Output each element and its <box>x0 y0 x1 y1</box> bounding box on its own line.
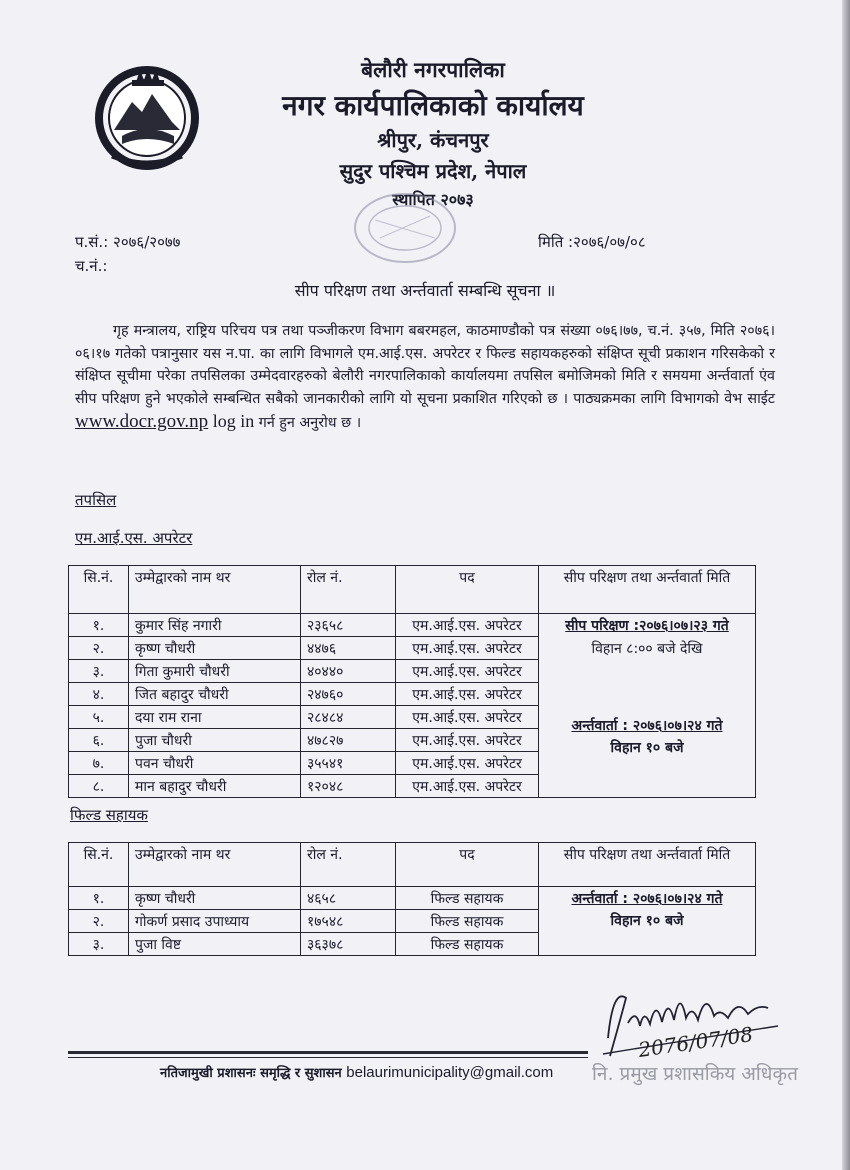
row-post: फिल्ड सहायक <box>396 910 539 933</box>
office-title: नगर कार्यपालिकाको कार्यालय <box>282 89 584 122</box>
col-sn-header: सि.नं. <box>69 843 129 887</box>
dispatch-number: च.नं.: <box>75 257 108 275</box>
row-name: कृष्ण चौधरी <box>129 637 301 660</box>
interview-date: अर्न्तवार्ता : २०७६।०७।२४ गते <box>571 891 723 907</box>
table-row <box>69 887 756 910</box>
row-post: एम.आई.एस. अपरेटर <box>396 683 539 706</box>
signature-date: 2076/07/08 <box>636 1022 755 1062</box>
website-link[interactable]: www.docr.gov.np <box>75 411 209 432</box>
login-text: log in <box>212 411 255 431</box>
row-roll: २४७६० <box>301 683 396 706</box>
section-tapsil: तपसिल <box>75 491 117 509</box>
col-name-header: उम्मेद्वारको नाम थर <box>129 843 301 887</box>
field-schedule-cell <box>539 887 756 956</box>
municipality-name: बेलौरी नगरपालिका <box>361 57 505 82</box>
row-roll: ४०४४० <box>301 660 396 683</box>
row-roll: १७५४८ <box>301 910 396 933</box>
row-name: पुजा चौधरी <box>129 729 301 752</box>
interview-date: अर्न्तवार्ता : २०७६।०७।२४ गते <box>571 718 723 734</box>
col-roll-header: रोल नं. <box>301 843 396 887</box>
mis-schedule-cell <box>539 614 756 798</box>
notice-subject: सीप परिक्षण तथा अर्न्तवार्ता सम्बन्धि सूचना ॥ <box>294 281 556 300</box>
col-sn-header: सि.नं. <box>69 566 129 614</box>
row-roll: २८४८४ <box>301 706 396 729</box>
row-post: एम.आई.एस. अपरेटर <box>396 775 539 798</box>
footer-rule-thin <box>68 1057 588 1058</box>
row-sn: ३. <box>69 660 129 683</box>
row-post: एम.आई.एस. अपरेटर <box>396 660 539 683</box>
section-mis-operator: एम.आई.एस. अपरेटर <box>75 529 193 547</box>
row-post: एम.आई.एस. अपरेटर <box>396 729 539 752</box>
office-seal-stamp <box>350 190 460 265</box>
row-name: जित बहादुर चौधरी <box>129 683 301 706</box>
row-post: फिल्ड सहायक <box>396 887 539 910</box>
row-name: मान बहादुर चौधरी <box>129 775 301 798</box>
reference-number: प.सं.: २०७६/२०७७ <box>75 233 181 251</box>
body-text: गृह मन्त्रालय, राष्ट्रिय परिचय पत्र तथा पञ्जीकरण विभाग बबरमहल, काठमाण्डौको पत्र संख्या ०७६।७७, च.नं. ३५७, मिति २०७६।०६।१७ गतेको पत्रानुसार यस न.पा. का लागि विभागले एम.आई.एस. अपरेटर र फिल्ड सहायकहरुको संक्षिप्त सूची प्रकाशन गरिसकेको र संक्षिप्त सूचीमा परेका तपसिलका उम्मेदवारहरुको बेलौरी नगरपालिकाको कार्यालयमा तपसिल बमोजिमको मिति र समयमा अर्न्तवार्ता एंव सीप परिक्षण हुने भएकोले सम्बन्धित सबैको जानकारीको लागि यो सूचना प्रकाशित गरिएको छ । पाठ्यक्रमका लागि विभागको वेभ साईट <box>75 323 775 407</box>
row-name: कृष्ण चौधरी <box>129 887 301 910</box>
body-closing: गर्न हुन अनुरोध छ । <box>258 415 362 431</box>
mis-operator-table <box>68 565 756 798</box>
row-post: एम.आई.एस. अपरेटर <box>396 637 539 660</box>
row-sn: २. <box>69 637 129 660</box>
interview-time: विहान १० बजे <box>610 913 684 929</box>
row-post: एम.आई.एस. अपरेटर <box>396 706 539 729</box>
col-post-header: पद <box>396 843 539 887</box>
row-name: पवन चौधरी <box>129 752 301 775</box>
row-sn: १. <box>69 614 129 637</box>
row-sn: १. <box>69 887 129 910</box>
officer-title-stamp: नि. प्रमुख प्रशासकिय अधिकृत <box>592 1063 798 1085</box>
interview-time: विहान १० बजे <box>610 740 684 756</box>
established-year: स्थापित २०७३ <box>392 190 474 209</box>
table-header-row <box>69 566 756 614</box>
col-post-header: पद <box>396 566 539 614</box>
row-roll: ४६५८ <box>301 887 396 910</box>
footer-rule <box>68 1051 588 1054</box>
row-name: कुमार सिंह नगारी <box>129 614 301 637</box>
footer-email[interactable]: belaurimunicipality@gmail.com <box>346 1064 554 1081</box>
table-row <box>69 614 756 637</box>
footer-motto: नतिजामुखी प्रशासनः समृद्धि र सुशासन <box>160 1066 342 1081</box>
row-roll: १२०४८ <box>301 775 396 798</box>
col-roll-header: रोल नं. <box>301 566 396 614</box>
row-name: पुजा विष्ट <box>129 933 301 956</box>
table-header-row <box>69 843 756 887</box>
skill-test-date: सीप परिक्षण :२०७६।०७।२३ गते <box>565 618 729 634</box>
skill-test-time: विहान ८:०० बजे देखि <box>591 641 703 657</box>
row-roll: ४७८२७ <box>301 729 396 752</box>
field-assistant-table <box>68 842 756 956</box>
section-field-assistant: फिल्ड सहायक <box>70 806 148 824</box>
row-name: गिता कुमारी चौधरी <box>129 660 301 683</box>
row-sn: ३. <box>69 933 129 956</box>
address-line-2: सुदुर पश्चिम प्रदेश, नेपाल <box>339 159 527 183</box>
row-name: दया राम राना <box>129 706 301 729</box>
row-roll: ४४७६ <box>301 637 396 660</box>
row-roll: ३५५४१ <box>301 752 396 775</box>
row-name: गोकर्ण प्रसाद उपाध्याय <box>129 910 301 933</box>
row-sn: ५. <box>69 706 129 729</box>
row-sn: ८. <box>69 775 129 798</box>
row-roll: २३६५८ <box>301 614 396 637</box>
footer <box>160 1063 553 1081</box>
notice-body <box>75 320 775 435</box>
col-schedule-header: सीप परिक्षण तथा अर्न्तवार्ता मिति <box>539 566 756 614</box>
address-line-1: श्रीपुर, कंचनपुर <box>377 128 489 152</box>
row-sn: २. <box>69 910 129 933</box>
row-post: एम.आई.एस. अपरेटर <box>396 752 539 775</box>
col-schedule-header: सीप परिक्षण तथा अर्न्तवार्ता मिति <box>539 843 756 887</box>
col-name-header: उम्मेद्वारको नाम थर <box>129 566 301 614</box>
row-sn: ४. <box>69 683 129 706</box>
row-sn: ७. <box>69 752 129 775</box>
row-roll: ३६३७८ <box>301 933 396 956</box>
row-post: एम.आई.एस. अपरेटर <box>396 614 539 637</box>
row-sn: ६. <box>69 729 129 752</box>
row-post: फिल्ड सहायक <box>396 933 539 956</box>
notice-date: मिति :२०७६/०७/०८ <box>538 233 646 251</box>
